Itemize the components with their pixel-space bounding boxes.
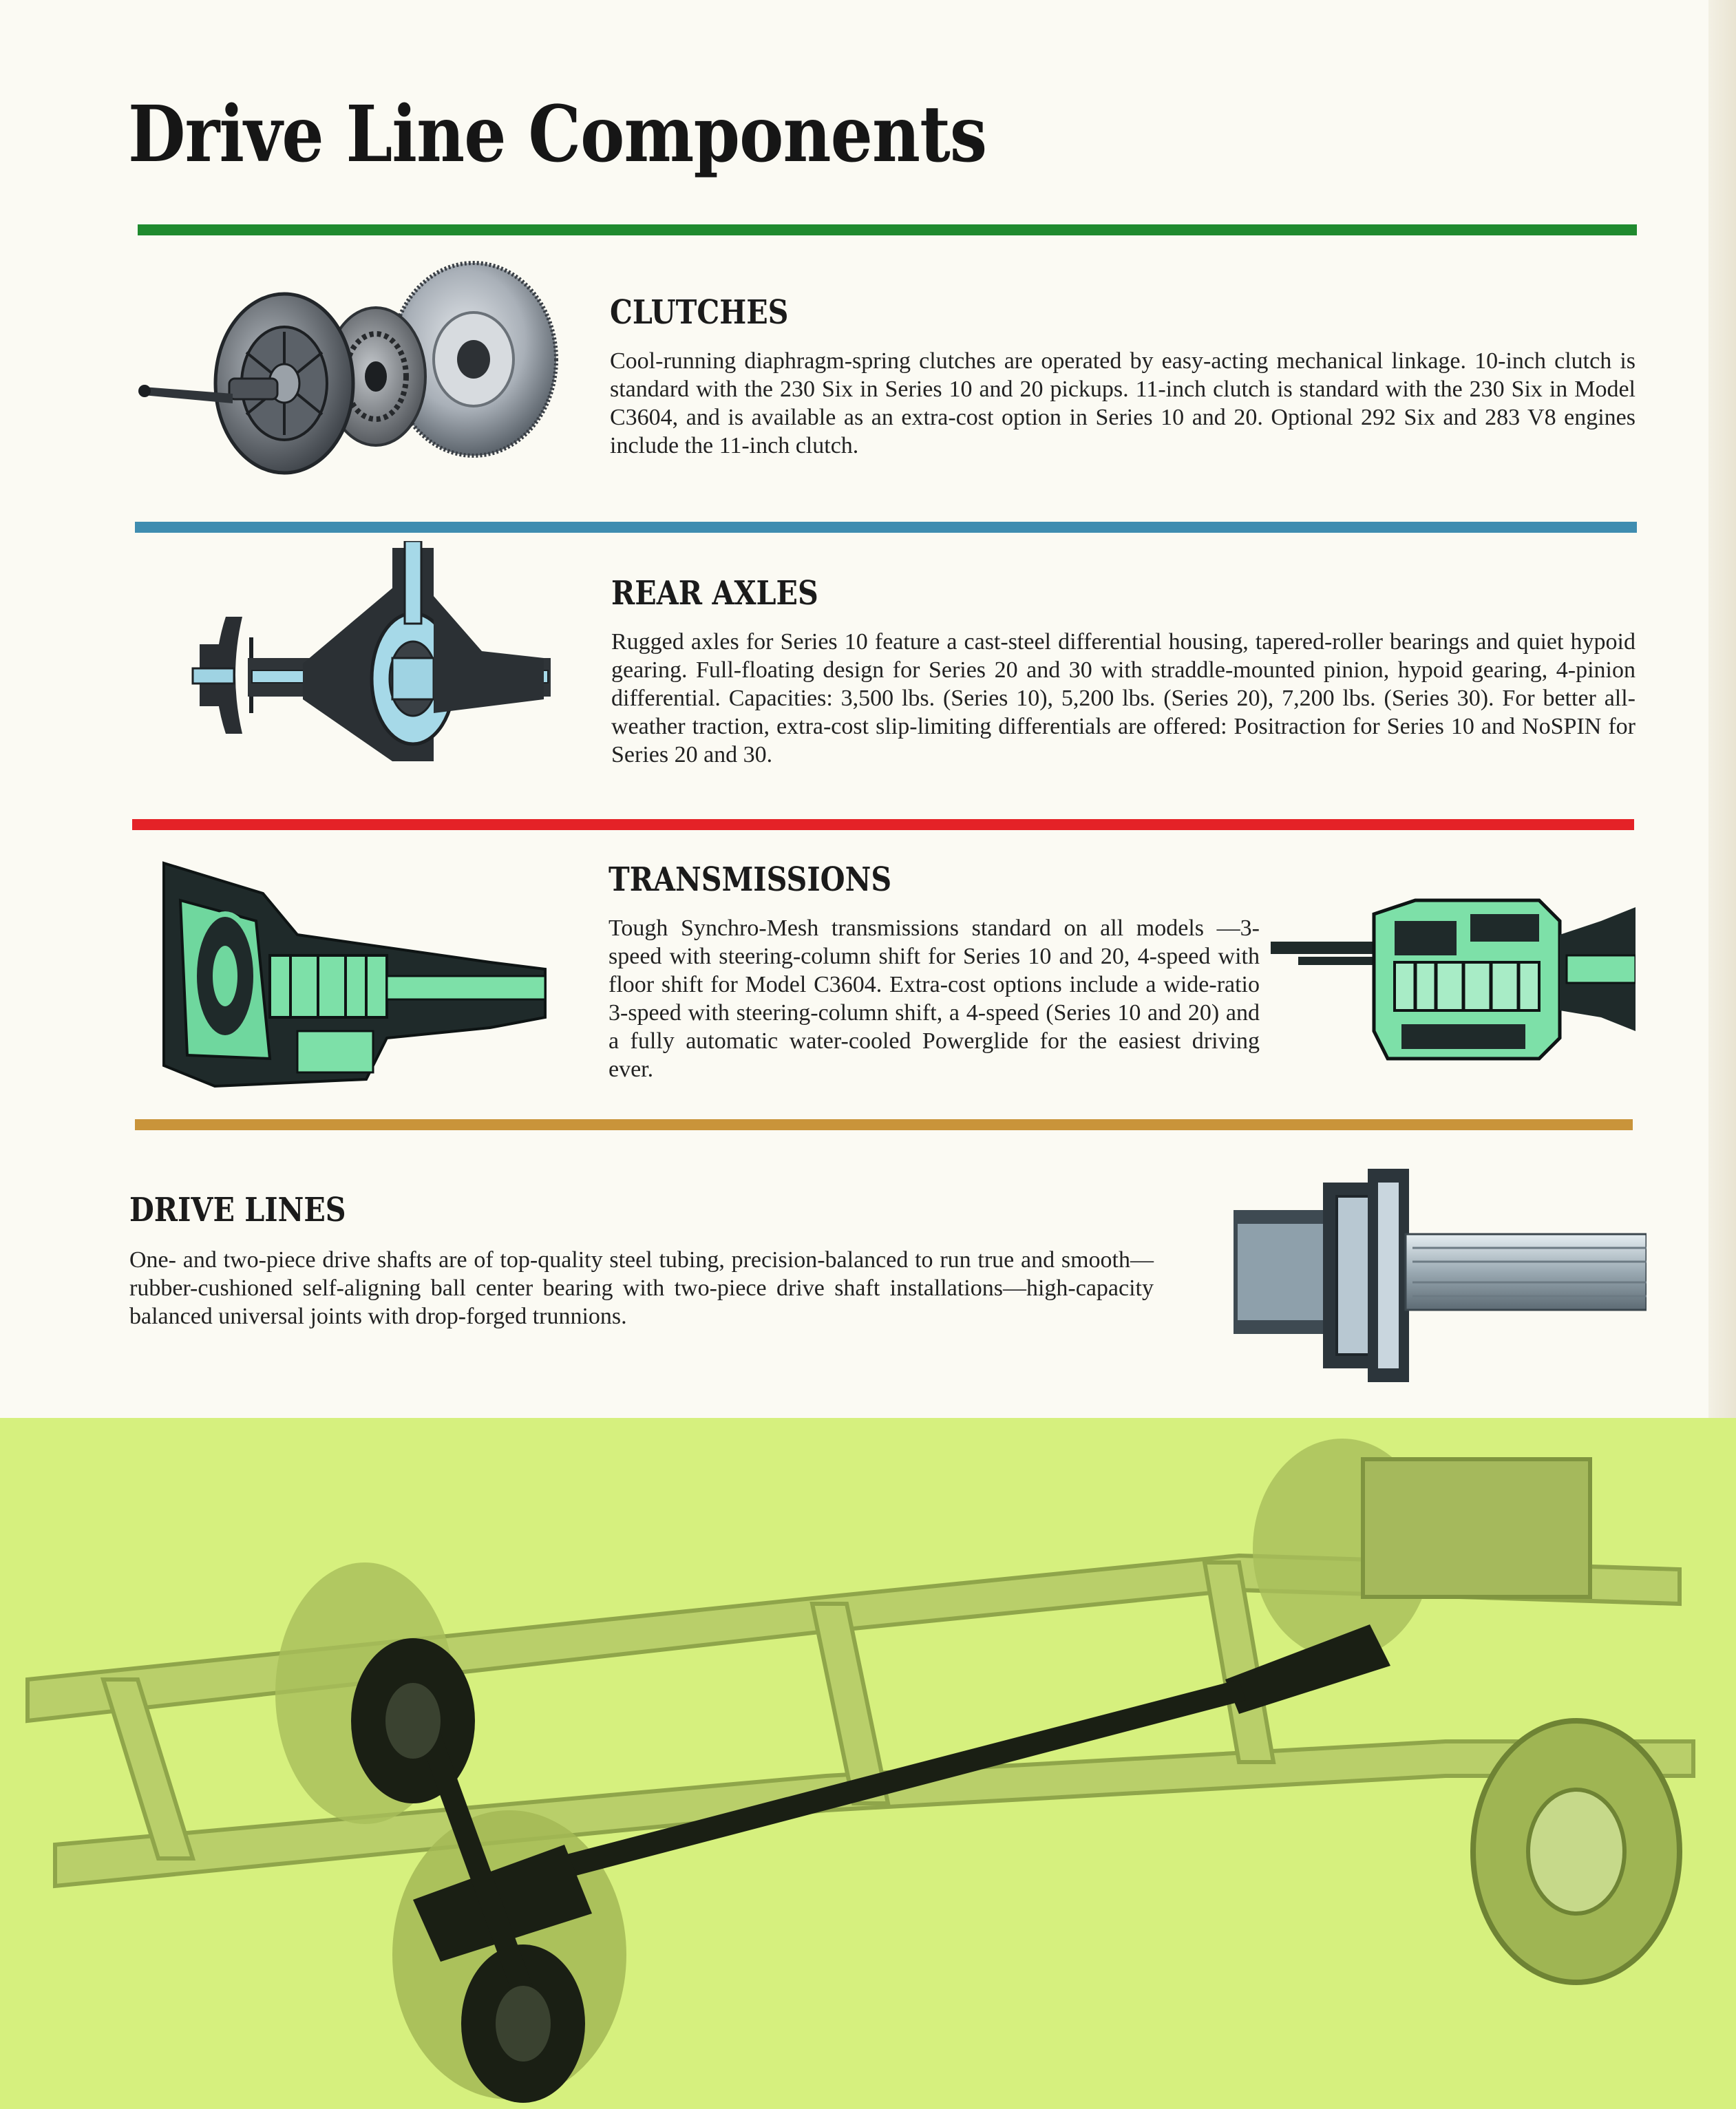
section-rule-drive-lines (135, 1119, 1633, 1130)
clutch-assembly-icon (136, 256, 591, 490)
rear-axles-heading: REAR AXLES (611, 574, 818, 613)
page-title: Drive Line Components (128, 89, 987, 180)
drive-lines-heading: DRIVE LINES (129, 1191, 346, 1229)
drive-lines-body: One- and two-piece drive shafts are of top-quality steel tubing, precision-balanced to run true and smooth—rubber-cushioned self-aligning ball center bearing with two-piece drive shaft installations—high-capacity balanced universal joints with drop-forged trunnions. (129, 1247, 1154, 1329)
page-edge-shading (1708, 0, 1736, 1418)
synchro-mesh-cutaway-icon (1271, 893, 1636, 1066)
section-rule-transmissions (132, 819, 1634, 830)
rear-axle-cutaway-icon (186, 541, 558, 809)
transmissions-heading: TRANSMISSIONS (608, 860, 892, 899)
section-rule-clutches (138, 224, 1637, 235)
clutches-heading: CLUTCHES (610, 293, 789, 332)
section-rule-rear-axles (135, 522, 1637, 533)
truck-chassis-photo (0, 1418, 1736, 2109)
transmissions-body: Tough Synchro-Mesh transmissions standard on all models —3-speed with steering-column shift for Series 10 and 20, 4-speed with floor shift for Model C3604. Extra-cost options include a wide-ratio 3-speed with steering-column shift, a 4-speed (Series 10 and 20) and a fully automatic water-cooled Powerglide for the easiest driving ever. (608, 915, 1260, 1082)
clutches-body: Cool-running diaphragm-spring clutches are operated by easy-acting mechanical linkage. 10-inch clutch is standard with the 230 Six in Series 10 and 20 pickups. 11-inch clutch is standard with the 230 Six in Model C3604, and is available as an extra-cost option in Series 10 and 20. Optional 292 Six and 283 V8 engines include the 11-inch clutch. (610, 348, 1636, 458)
center-bearing-icon (1234, 1169, 1647, 1382)
powerglide-cutaway-icon (160, 859, 552, 1093)
rear-axles-body: Rugged axles for Series 10 feature a cast-steel differential housing, tapered-roller bearings and quiet hypoid gearing. Full-floating design for Series 20 and 30 with straddle-mounted pinion, hypoid gearing, 4-pinion differential. Capacities: 3,500 lbs. (Series 10), 5,200 lbs. (Series 20), 7,200 lbs. (Series 30). For better all-weather traction, extra-cost slip-limiting differentials are offered: Positraction for Series 10 and NoSPIN for Series 20 and 30. (611, 629, 1636, 767)
chassis-photo-panel (0, 1418, 1736, 2109)
